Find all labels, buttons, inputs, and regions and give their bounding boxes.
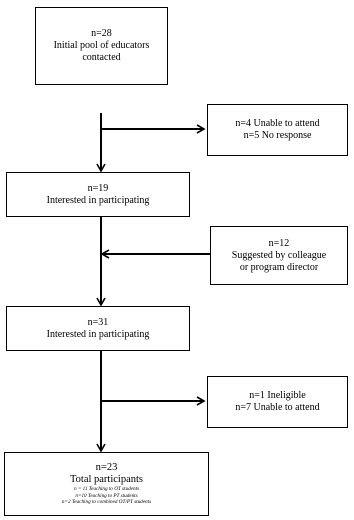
total-label: Total participants xyxy=(69,474,144,486)
initial-count: n=28 xyxy=(91,28,112,39)
addition-line1: Suggested by colleague xyxy=(231,249,327,261)
interested-box-1 xyxy=(6,172,190,217)
interested2-count: n=31 xyxy=(87,316,109,328)
initial-label-2: contacted xyxy=(82,52,121,63)
initial-label-1: Initial pool of educators xyxy=(53,40,150,51)
total-detail-pt: n=10 Teaching to PT students xyxy=(75,492,138,499)
total-participants-box xyxy=(4,452,209,516)
addition-line2: or program director xyxy=(239,261,319,273)
interested1-count: n=19 xyxy=(87,182,109,194)
initial-pool-box xyxy=(35,7,168,85)
exclusion2-line1: n=1 Ineligible xyxy=(249,390,306,401)
addition-box xyxy=(210,226,348,285)
exclusion-box-1 xyxy=(207,104,348,156)
exclusion1-line2: n=5 No response xyxy=(243,130,312,141)
interested2-label: Interested in participating xyxy=(46,328,150,340)
total-detail-combined: n=2 Teaching to combined OT/PT students xyxy=(61,499,152,506)
interested-box-2 xyxy=(6,306,190,351)
interested1-label: Interested in participating xyxy=(46,194,150,206)
total-count: n=23 xyxy=(95,462,118,474)
exclusion1-line1: n=4 Unable to attend xyxy=(235,118,320,129)
addition-count: n=12 xyxy=(268,237,290,249)
exclusion-box-2 xyxy=(207,376,348,428)
exclusion2-line2: n=7 Unable to attend xyxy=(235,402,320,413)
total-detail-ot: n = 11 Teaching to OT students xyxy=(73,486,140,493)
